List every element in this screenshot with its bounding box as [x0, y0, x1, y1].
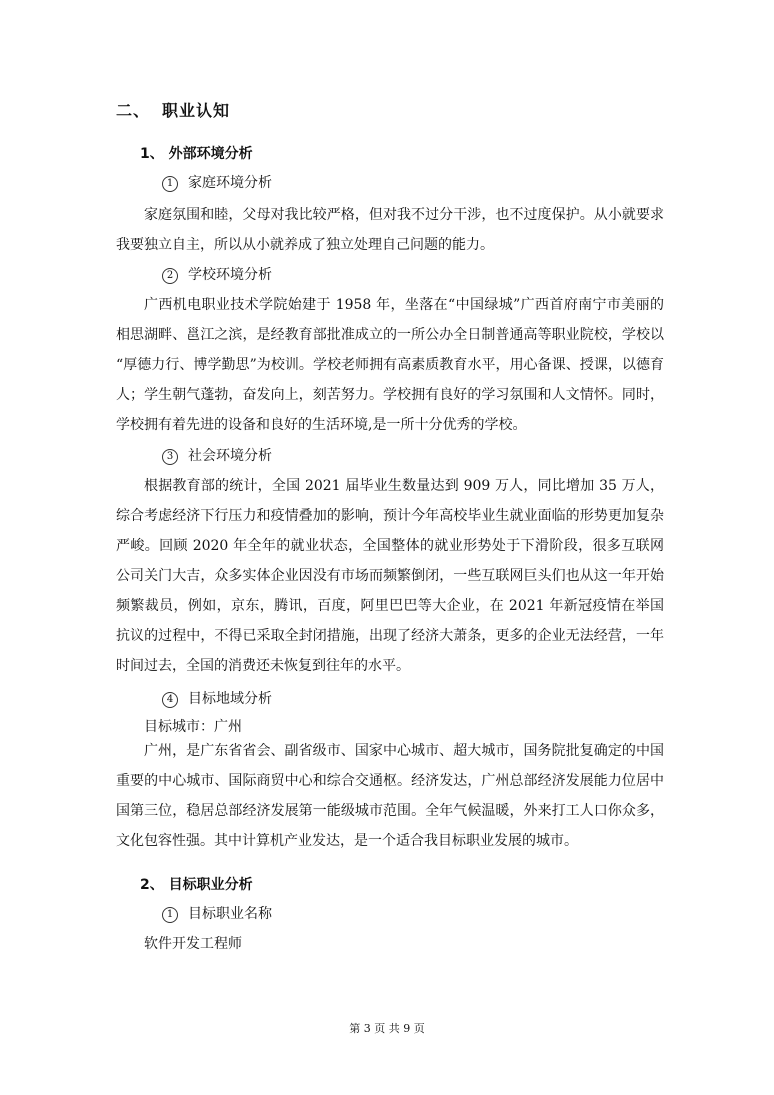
item-heading-region	[162, 688, 272, 708]
item-title: 社会环境分析	[188, 448, 272, 464]
section-title: 职业认知	[162, 101, 231, 120]
item-title: 目标地域分析	[188, 691, 272, 707]
paragraph-society: 根据教育部的统计，全国 2021 届毕业生数量达到 909 万人，同比增加 35 万人，综合考虑经济下行压力和疫情叠加的影响，预计今年高校毕业生就业面临的形势更加复杂严峻。回顾 2020 年全年的就业状态，全国整体的就业形势处于下滑阶段，很多互联网公司关门大吉，众多实体企业因没有市场而频繁倒闭，一些互联网巨头们也从这一年开始频繁裁员，例如，京东，腾讯，百度，阿里巴巴等大企业，在 2021 年新冠疫情在举国抗议的过程中，不得已采取全封闭措施，出现了经济大萧条，更多的企业无法经营，一年时间过去，全国的消费还未恢复到往年的水平。	[116, 478, 664, 674]
subsection-heading-external: 1、 外部环境分析	[140, 146, 253, 162]
item-heading-career-name	[162, 903, 272, 923]
circled-number-marker: 1	[162, 176, 178, 192]
item-heading-family	[162, 172, 272, 192]
paragraph-family: 家庭氛围和睦，父母对我比较严格，但对我不过分干涉，也不过度保护。从小就要求我要独立自主，所以从小就养成了独立处理自己问题的能力。	[116, 207, 664, 253]
section-number: 二、	[116, 101, 151, 120]
target-city-line: 目标城市：广州	[144, 719, 242, 735]
paragraph-school: 广西机电职业技术学院始建于 1958 年，坐落在“中国绿城”广西首府南宁市美丽的相思湖畔、邕江之滨，是经教育部批准成立的一所公办全日制普通高等职业院校，学校以 “厚德力行、博学勤思”为校训。学校老师拥有高素质教育水平，用心备课、授课，以德育人；学生朝气蓬勃，奋发向上，刻苦努力。学校拥有良好的学习氛围和人文情怀。同时，学校拥有着先进的设备和良好的生活环境,是一所十分优秀的学校。	[116, 297, 664, 433]
section-heading	[116, 98, 230, 121]
career-name-value: 软件开发工程师	[144, 936, 242, 952]
item-heading-society	[162, 445, 272, 465]
circled-number-marker: 3	[162, 449, 178, 465]
circled-number-marker: 1	[162, 907, 178, 923]
item-title: 目标职业名称	[188, 906, 272, 922]
circled-number-marker: 2	[162, 268, 178, 284]
item-title: 学校环境分析	[188, 267, 272, 283]
paragraph-region: 广州，是广东省省会、副省级市、国家中心城市、超大城市，国务院批复确定的中国重要的中心城市、国际商贸中心和综合交通枢。经济发达，广州总部经济发展能力位居中国第三位，稳居总部经济发展第一能级城市范围。全年气候温暖，外来打工人口你众多，文化包容性强。其中计算机产业发达，是一个适合我目标职业发展的城市。	[116, 743, 664, 849]
circled-number-marker: 4	[162, 692, 178, 708]
page-footer: 第 3 页 共 9 页	[349, 1022, 425, 1035]
item-heading-school	[162, 264, 272, 284]
item-title: 家庭环境分析	[188, 175, 272, 191]
subsection-heading-career: 2、 目标职业分析	[140, 877, 253, 893]
